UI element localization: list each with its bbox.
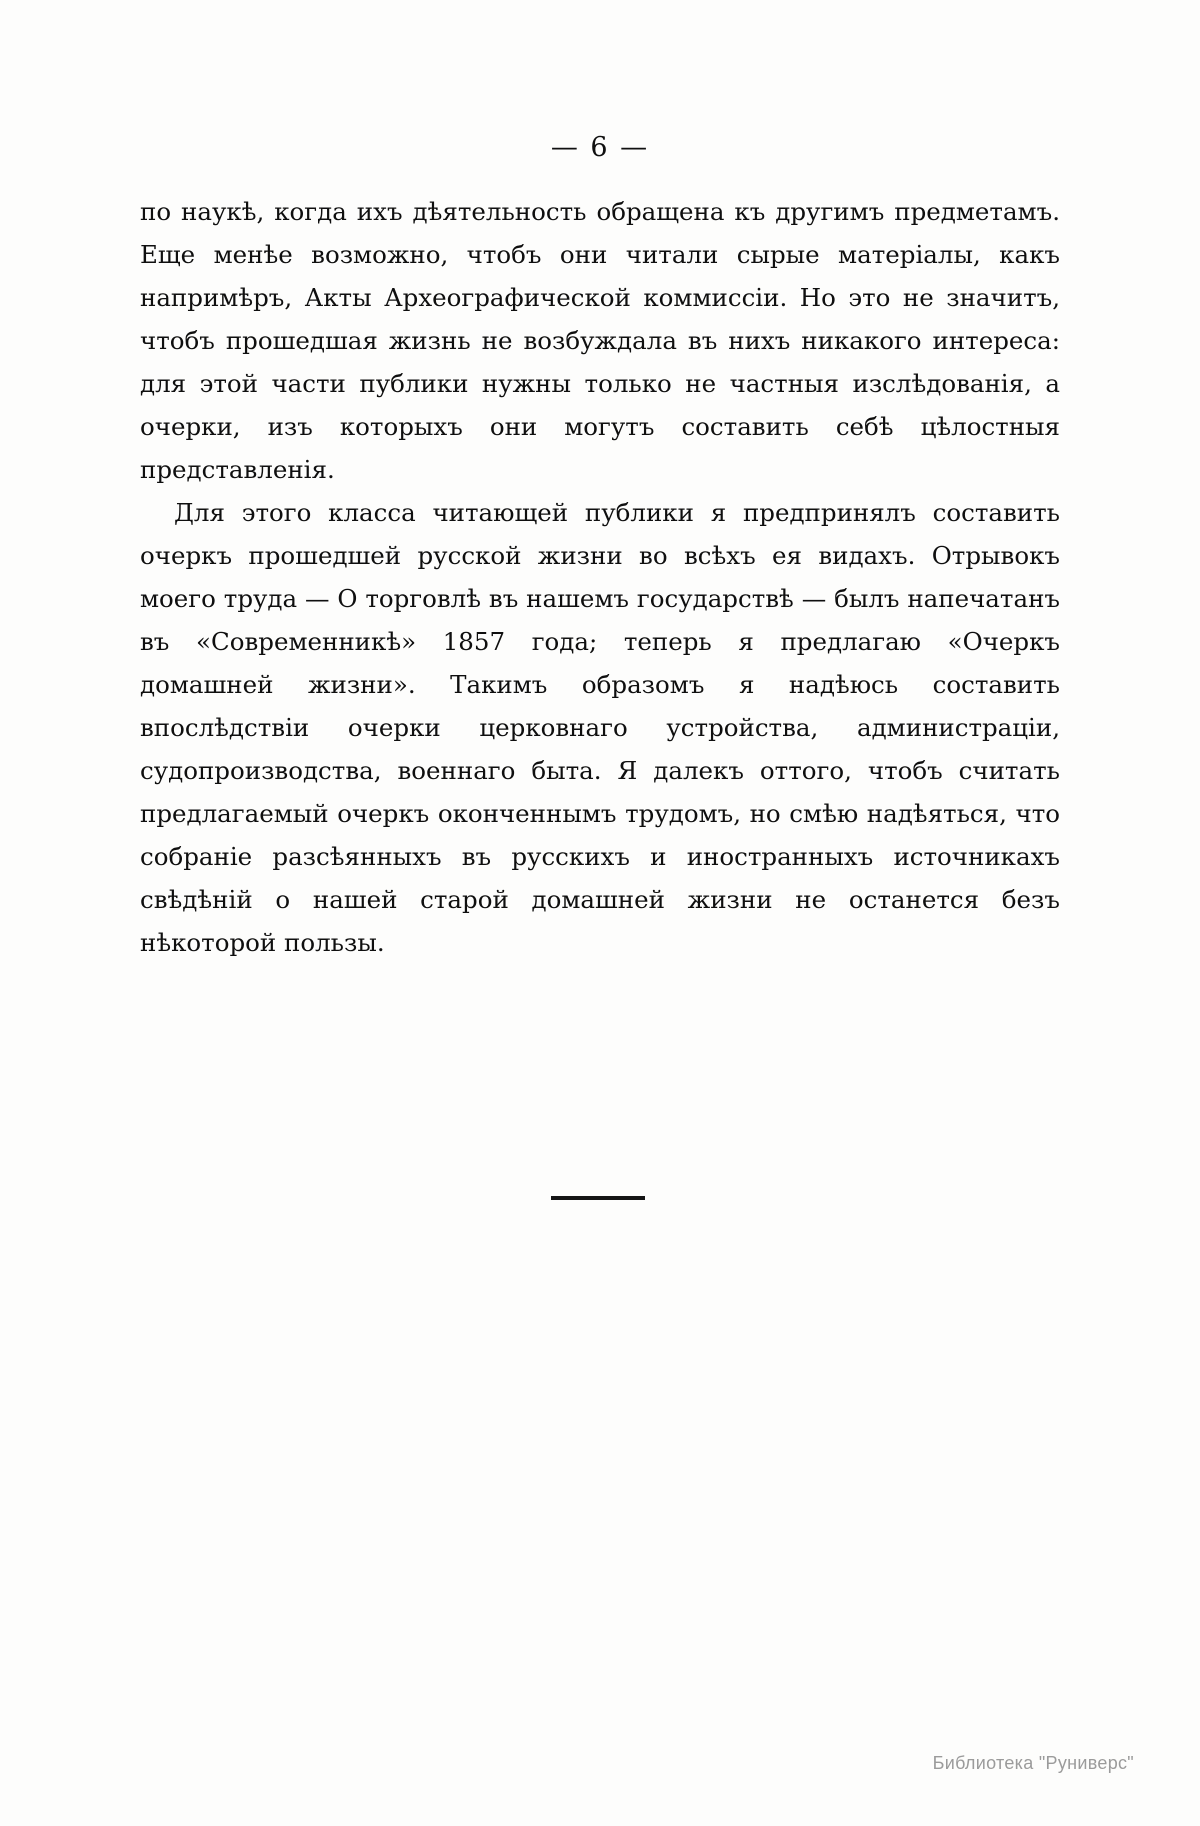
section-divider-rule	[551, 1196, 645, 1200]
paragraph: Для этого класса читающей публики я предпринялъ составить очеркъ прошедшей русской жизни во всѣхъ ея видахъ. Отрывокъ моего труда — О торговлѣ въ нашемъ государствѣ — былъ напечатанъ въ «Современникѣ» 1857 года; теперь я предлагаю «Очеркъ домашней жизни». Такимъ образомъ я надѣюсь составить впослѣдствіи очерки церковнаго устройства, администраціи, судопроизводства, военнаго быта. Я далекъ оттого, чтобъ считать предлагаемый очеркъ оконченнымъ трудомъ, но смѣю надѣяться, что собраніе разсѣянныхъ въ русскихъ и иностранныхъ источникахъ свѣдѣній о нашей старой домашней жизни не останется безъ нѣкоторой пользы.	[140, 498, 1060, 957]
paragraph: по наукѣ, когда ихъ дѣятельность обращена къ другимъ предметамъ. Еще менѣе возможно, чтобъ они читали сырые матеріалы, какъ напримѣръ, Акты Археографической коммиссіи. Но это не значитъ, чтобъ прошедшая жизнь не возбуждала въ нихъ никакого интереса: для этой части публики нужны только не частныя изслѣдованія, а очерки, изъ которыхъ они могутъ составить себѣ цѣлостныя представленія.	[140, 197, 1060, 484]
library-watermark: Библиотека "Руниверс"	[932, 1753, 1134, 1773]
page-number: — 6 —	[550, 132, 650, 163]
body-text-block	[140, 190, 1060, 964]
